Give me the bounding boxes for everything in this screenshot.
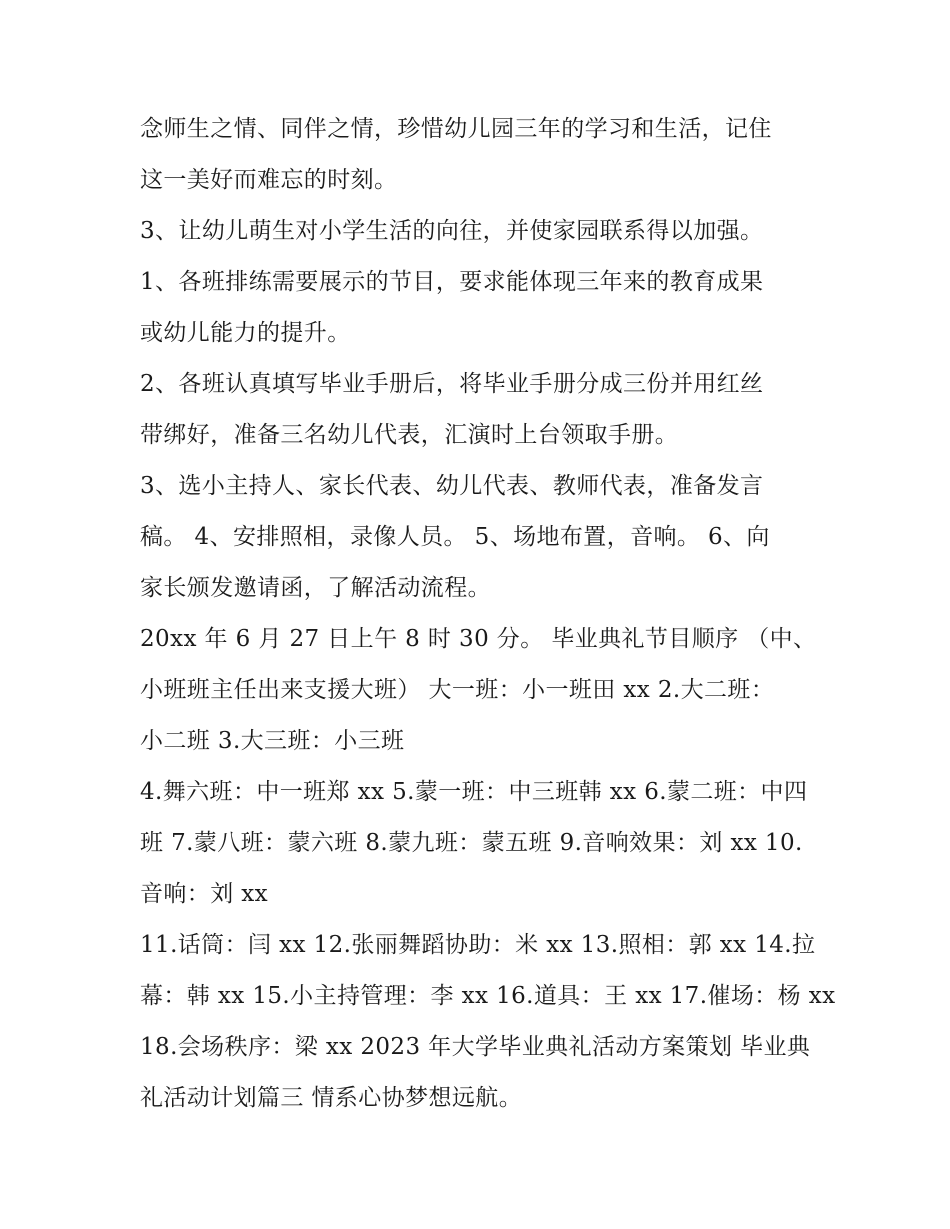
text-line: 或幼儿能力的提升。 (140, 320, 351, 346)
text-line: 带绑好，准备三名幼儿代表，汇演时上台领取手册。 (140, 422, 679, 448)
text-line: 4.舞六班：中一班郑 xx 5.蒙一班：中三班韩 xx 6.蒙二班：中四 (140, 779, 808, 805)
text-line: 1、各班排练需要展示的节目，要求能体现三年来的教育成果 (140, 269, 764, 295)
text-line: 礼活动计划篇三 情系心协梦想远航。 (140, 1085, 523, 1111)
text-line: 家长颁发邀请函，了解活动流程。 (140, 575, 491, 601)
text-line: 3、选小主持人、家长代表、幼儿代表、教师代表，准备发言 (140, 473, 764, 499)
text-line: 20xx 年 6 月 27 日上午 8 时 30 分。 毕业典礼节目顺序 （中、 (140, 626, 817, 652)
text-line: 音响：刘 xx (140, 881, 269, 907)
text-line: 幕：韩 xx 15.小主持管理：李 xx 16.道具：王 xx 17.催场：杨 xx (140, 983, 836, 1009)
text-line: 这一美好而难忘的时刻。 (140, 167, 398, 193)
text-line: 2、各班认真填写毕业手册后，将毕业手册分成三份并用红丝 (140, 371, 764, 397)
text-line: 小班班主任出来支援大班） 大一班：小一班田 xx 2.大二班： (140, 677, 775, 703)
text-line: 3、让幼儿萌生对小学生活的向往，并使家园联系得以加强。 (140, 218, 764, 244)
text-line: 小二班 3.大三班：小三班 (140, 728, 405, 754)
document-body (140, 104, 836, 1124)
text-line: 班 7.蒙八班：蒙六班 8.蒙九班：蒙五班 9.音响效果：刘 xx 10. (140, 830, 803, 856)
text-line: 18.会场秩序：梁 xx 2023 年大学毕业典礼活动方案策划 毕业典 (140, 1034, 811, 1060)
text-line: 11.话筒：闫 xx 12.张丽舞蹈协助：米 xx 13.照相：郭 xx 14.拉 (140, 932, 816, 958)
text-line: 念师生之情、同伴之情，珍惜幼儿园三年的学习和生活，记住 (140, 116, 772, 142)
text-line: 稿。 4、安排照相，录像人员。 5、场地布置，音响。 6、向 (140, 524, 770, 550)
